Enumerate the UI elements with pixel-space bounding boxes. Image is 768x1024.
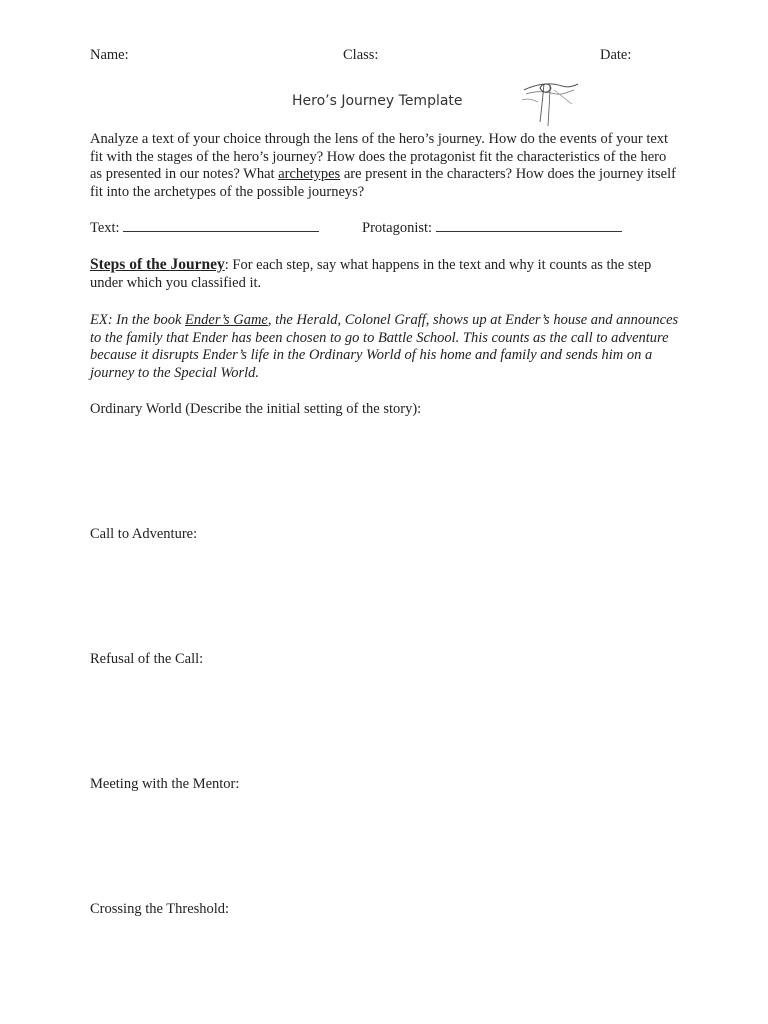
date-label: Date: [600, 47, 632, 63]
intro-text-start: Analyze a text of your choice through the lens of the hero’s journey. How do the events of your text fit with the stages of the hero’s journey? How does the protagonist fit the characteristics of the hero as presented in our notes? What [90, 131, 669, 182]
page-title: Hero’s Journey Template [292, 93, 463, 109]
name-label: Name: [90, 47, 129, 63]
intro-paragraph [90, 131, 680, 201]
example-book-title: Ender’s Game [185, 312, 268, 328]
stage-call-to-adventure: Call to Adventure: [90, 526, 198, 542]
example-rest: , the Herald, Colonel Graff, shows up at Ender’s house and announces to the family that Ender has been chosen to go to Battle School. This counts as the call to adventure because it disrupts Ender’s life in the Ordinary World of his home and family and sends him on a journey to the Special World. [90, 312, 679, 381]
steps-heading: Steps of the Journey [90, 256, 225, 273]
stage-crossing-the-threshold: Crossing the Threshold: [90, 901, 230, 917]
text-field[interactable] [90, 219, 319, 237]
steps-instructions: : For each step, say what happens in the text and why it counts as the step under which you classified it. [90, 257, 652, 291]
archetypes-term: archetypes [278, 166, 341, 182]
text-field-label: Text: [90, 220, 120, 236]
protagonist-field-label: Protagonist: [362, 220, 433, 236]
class-label: Class: [343, 47, 379, 63]
stage-refusal-of-the-call: Refusal of the Call: [90, 651, 204, 667]
drawing-of-hands-icon [516, 70, 582, 130]
intro-text-end: are present in the characters? How does the journey itself fit into the archetypes of the possible journeys? [90, 166, 676, 200]
text-answer-line[interactable] [123, 219, 319, 232]
stage-ordinary-world: Ordinary World (Describe the initial setting of the story): [90, 401, 422, 417]
steps-paragraph [90, 256, 680, 292]
protagonist-answer-line[interactable] [436, 219, 622, 232]
example-prefix: EX: In the book [90, 312, 186, 328]
stage-meeting-with-the-mentor: Meeting with the Mentor: [90, 776, 240, 792]
example-paragraph [90, 312, 680, 382]
protagonist-field[interactable] [362, 219, 622, 237]
